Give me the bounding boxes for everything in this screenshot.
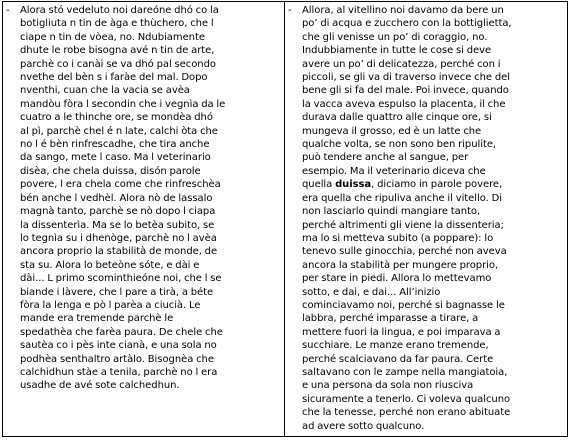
- italian-text-line: mungeva il grosso, ed è un latte che: [302, 125, 482, 137]
- dialect-text-line: nvethe del bèn s i faràe del mal. Dopo: [20, 72, 208, 84]
- dialect-text-line: sta su. Alora lo beteòne sóte, e dài e: [20, 259, 200, 271]
- dialect-text-line: dài... L primo scominthieóne noi, che l se: [20, 273, 222, 285]
- italian-text-line: tenevo sulle ginocchia, perché non aveva: [302, 246, 507, 258]
- dialect-text-line: povere, l era chela come che rinfreschèa: [20, 179, 221, 191]
- italian-text-line: e una persona da sola non riusciva: [302, 380, 474, 392]
- italian-text-line: che la tenesse, perché non erano abituate: [302, 407, 511, 419]
- italian-text-line: Indubbiamente in tutte le cose si deve: [302, 45, 492, 57]
- list-bullet: -: [288, 5, 292, 16]
- dialect-text-line: ciape n tin de vòea, no. Ndubiamente: [20, 31, 205, 43]
- dialect-text-line: no l é bèn rinfrescadhe, che tira anche: [20, 139, 210, 151]
- list-bullet: -: [6, 5, 10, 16]
- italian-text-line: che gli venisse un po’ di coraggio, no.: [302, 31, 488, 43]
- dialect-text-cell: [3, 2, 285, 437]
- dialect-text-line: usadhe de avé sote calchedhun.: [20, 380, 180, 392]
- italian-text-line: era quella che ripuliva anche il vitello. Di: [302, 192, 502, 204]
- dialect-text-line: fòra la lenga e pò l parèa a ciucià. Le: [20, 299, 201, 311]
- dialect-text-line: bén anche l vedhèl. Alora nò de lassalo: [20, 192, 213, 204]
- dialect-text-line: mandòu fòra l secondin che i vegnìa da le: [20, 98, 226, 110]
- italian-text-cell: [285, 2, 568, 437]
- dialect-text-line: mande era tremende parchè le: [20, 313, 174, 325]
- italian-text-line: durava dalle quattro alle cinque ore, si: [302, 112, 492, 124]
- italian-text-line: bene gli si fa del male. Poi invece, quando: [302, 85, 509, 97]
- emphasized-term: duissa: [335, 179, 372, 191]
- italian-text-line: sicuramente a tenerlo. Ci voleva qualcuno: [302, 393, 511, 405]
- italian-text-line: qualche volta, se non sono ben ripulite,: [302, 139, 497, 151]
- dialect-text-line: disèa, che chela duissa, disón parole: [20, 165, 201, 177]
- italian-text-line: mettere fuori la lingua, e poi imparava a: [302, 326, 501, 338]
- dialect-text-line: dhute le robe bisogna avé n tin de arte,: [20, 45, 215, 57]
- italian-text-line: perché altrimenti gli viene la dissenteria;: [302, 219, 504, 231]
- dialect-text-line: calchidhun stàe a tenila, parchè no l era: [20, 366, 218, 378]
- dialect-text-line: da sango, mete l caso. Ma l veterinario: [20, 152, 211, 164]
- dialect-text-line: la dissenterìa. Ma se lo betèa subito, se: [20, 219, 215, 231]
- dialect-text-line: cuatro a le thinche ore, se mondèa dhó: [20, 112, 213, 124]
- dialect-text-line: biande i làvere, che l pare a tirà, a béte: [20, 286, 214, 298]
- dialect-text-line: nventhi, cuan che la vacia se avèa: [20, 85, 190, 97]
- dialect-text-line: spedathèa che farèa paura. De chele che: [20, 326, 223, 338]
- italian-text-line: cominciavamo noi, perché si bagnasse le: [302, 299, 505, 311]
- italian-text-line: ma lo si metteva subito (a poppare): lo: [302, 232, 494, 244]
- italian-text-line: per stare in piedi. Allora lo mettevamo: [302, 273, 492, 285]
- italian-text-line: la vacca aveva espulso la placenta, il che: [302, 98, 506, 110]
- dialect-text-line: sautèa co i pès inte cianà, e una sola no: [20, 340, 217, 352]
- italian-text-line: labbra, perché imparasse a tirare, a: [302, 313, 479, 325]
- dialect-text-line: botigliuta n tin de àga e thùchero, che l: [20, 18, 214, 30]
- italian-text-line: avere un po’ di delicatezza, perché con i: [302, 58, 501, 70]
- italian-text-line: può tendere anche al sangue, per: [302, 152, 469, 164]
- table-row: [3, 2, 568, 437]
- italian-text-line: ancora la stabilità per mungere proprio,: [302, 259, 499, 271]
- italian-text-block: [287, 4, 565, 433]
- italian-text-line: saltavano con le zampe nella mangiatoia,: [302, 366, 508, 378]
- italian-text-line: succhiare. Le manze erano tremende,: [302, 340, 489, 352]
- dialect-text-line: parchè co i canài se va dhó pal secondo: [20, 58, 216, 70]
- italian-text-line: Allora, al vitellino noi davamo da bere un: [302, 5, 504, 16]
- dialect-text-block: [5, 4, 282, 393]
- italian-text-line: po’ di acqua e zucchero con la bottiglietta,: [302, 18, 512, 30]
- dialect-text-line: al pì, parchè chel é n late, calchi òta che: [20, 125, 218, 137]
- bilingual-text-table: [2, 1, 568, 437]
- italian-text-line: ad avere sotto qualcuno.: [302, 420, 425, 432]
- italian-text-line: quella duissa, diciamo in parole povere,: [302, 179, 503, 191]
- italian-text-line: piccoli, se gli va di traverso invece che del: [302, 72, 510, 84]
- italian-text-line: sotto, e dai, e dai... All’inizio: [302, 286, 441, 298]
- dialect-text-line: lo tegnìa su i dhenòge, parchè no l avèa: [20, 232, 217, 244]
- dialect-text-line: podhèa senthaltro artàlo. Bisognèa che: [20, 353, 214, 365]
- italian-text-line: non lasciarlo quindi mangiare tanto,: [302, 206, 481, 218]
- dialect-text-line: Alora stó vedeluto noi dareóne dhó co la: [20, 5, 219, 16]
- italian-text-line: perché scalciavano da far paura. Certe: [302, 353, 494, 365]
- dialect-text-line: magnà tanto, parchè se nò dopo l ciapa: [20, 206, 216, 218]
- italian-text-line: esempio. Ma il veterinario diceva che: [302, 165, 486, 177]
- dialect-text-line: ancora proprio la stabilità de monde, de: [20, 246, 218, 258]
